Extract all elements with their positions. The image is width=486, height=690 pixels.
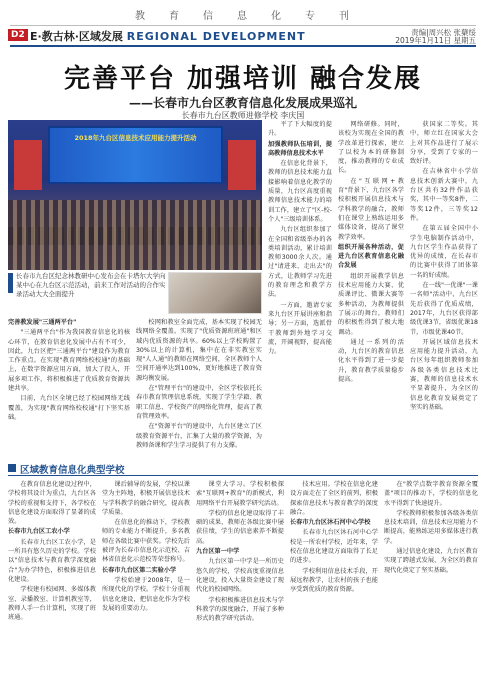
column-paragraph: 学校积极推进信息技术与学科教学的深度融合，开展了多种形式的教学研究活动。 (196, 596, 284, 623)
section-heading-marker (8, 464, 16, 472)
masthead-rule (10, 45, 476, 47)
section-title-en: REGIONAL DEVELOPMENT (126, 30, 306, 43)
masthead-row (0, 28, 486, 44)
stage-screen-text: 2018年九台区信息技术应用能力提升活动 (74, 134, 197, 142)
section-heading-text: 区域教育信息化典型学校 (20, 465, 125, 476)
article-column-g (102, 480, 190, 684)
stage-banner-left (14, 140, 42, 190)
stage-screen (48, 126, 223, 184)
column-paragraph: 目前，九台区全境已经了校园网络无线覆盖，为实现"教育网络校校通"打下坚实基础。 (8, 395, 130, 421)
column-paragraph: 在"互联网+教育"背景下，九台区各学校积极开展信息技术与学科教学的融合，教师们在课堂上熟练运用多媒体设备，提高了课堂教学效率。 (338, 177, 404, 241)
column-heading: 长春市九台区工农小学 (8, 528, 70, 536)
column-paragraph: 开展区域信息技术应用能力提升活动，九台区每年组织教师参加各级各类信息技术比赛，教师的信息技术水平显著提升，为全区的信息化教育发展奠定了坚实的基础。 (410, 338, 478, 411)
column-heading: 九台区第一中学 (196, 548, 240, 556)
column-paragraph: 获国家二等奖。其中，师立红在国家大会上对其作品进行了展示分享，受到了专家的一致好评。 (410, 121, 478, 166)
section-title (30, 28, 306, 44)
column-paragraph: 长春市九台区工农小学，是一所具有悠久历史的学校。学校以"信息技术与教育教学深度融合"为办学特色，积极推进信息化建设。 (8, 538, 96, 583)
audience-rows-front (8, 200, 262, 270)
thumbnail-photo (168, 272, 262, 314)
column-paragraph: 九台区第一中学是一所历史悠久的学校，学校高度重视信息化建设，投入大量资金建设了现代化的校园网络。 (196, 558, 284, 594)
article-column-e (410, 120, 478, 458)
stage-banner-right (228, 140, 256, 190)
caption-marker (8, 273, 13, 293)
article-headline: 完善平台 加强培训 融合发展 (63, 64, 423, 94)
masthead-divider (10, 25, 476, 26)
banner-char: 信 (203, 10, 215, 22)
article-column-j (384, 480, 478, 684)
masthead (0, 0, 486, 46)
article-column-h (196, 480, 284, 684)
column-paragraph: 通过一系列的活动，九台区的教育信息化水平得到了进一步提升，教育教学质量稳步提高。 (338, 338, 404, 384)
banner-char: 教 (135, 10, 147, 22)
column-paragraph: 组织开展教学信息技术应用能力大赛、优质课评比、微课大赛等多种活动，为教师提供了展示的舞台，教师们的积极性得到了极大地调动。 (338, 272, 404, 336)
column-paragraph: 学校的信息化建设取得了丰硕的成果，教师在各级比赛中屡获佳绩，学生的信息素养不断提高。 (196, 509, 284, 545)
page-number-badge: D2 (8, 29, 28, 41)
column-paragraph: 在教育信息化建设过程中，学校将其设计为重点，九台区各学校的重视和支持下，各学校在信息化建设方面取得了显著的成效。 (8, 481, 96, 526)
editor-line: 责编|周兴松 张蘖绥 (411, 28, 476, 37)
column-paragraph: 学校始建于2008年，是一所现代化的学校。学校十分重视信息化建设，把信息化作为学校发展的重要动力。 (102, 576, 190, 612)
masthead-meta (395, 29, 476, 45)
article-subhead: ——长春市九台区教育信息化发展成果巡礼 (128, 96, 357, 110)
column-paragraph: 学校利用信息技术手段，开展远程教学，让农村的孩子也能享受到优质的教育资源。 (290, 567, 378, 594)
banner-char: 刊 (339, 10, 351, 22)
column-paragraph: 在"管理平台"的建设中，全区学校依托长春市教育管理信息系统，实现了学生学籍、教职工信息、学校资产的网络化管理，提高了教育管理效率。 (136, 385, 262, 420)
column-heading: 完善教发展"三通两平台" (8, 319, 77, 326)
column-paragraph: 在"教学点数字教育资源全覆盖"项目的推动下，学校的信息化水平得到了快速提升。 (384, 481, 478, 507)
banner-char: 专 (305, 10, 317, 22)
photo-caption: 长春市九台区纪念林教研中心发布会在卡塔尔大学向某中心在九台区示范活动，前来工作对活动的合作实录活动大大全面提升 (16, 272, 166, 298)
column-paragraph: 平了下大幅度的提升。 (268, 121, 332, 138)
article-column-a (8, 318, 130, 458)
column-paragraph: 学校教师积极参加各级各类信息技术培训，信息技术应用能力不断提高，能熟练运用多媒体进行教学。 (384, 509, 478, 545)
article-column-b (136, 318, 262, 458)
column-paragraph: 长春市九台区沐石河中心学校是一所农村学校，近年来，学校在信息化建设方面取得了长足的进步。 (290, 529, 378, 565)
column-paragraph: 技术应用。学校在信息化建设方面走在了全区的前列，积极探索信息技术与教育教学的深度融合。 (290, 481, 378, 516)
banner-char: 息 (237, 10, 249, 22)
column-heading: 组织开展各种活动，促进九台区教育信息化融合发展 (338, 243, 404, 270)
column-paragraph: 一方面，邀请专家来九台区开展讲座和指导；另一方面，选派骨干教师到外地学习交流，开阔视野，提高能力。 (268, 301, 332, 356)
article-column-c (268, 120, 332, 458)
column-paragraph: 九台区组织参加了在全国和省级举办的各类培训活动，累计培训教师3000余人次。通过"请进来、走出去"的方式，让教师学习先进的教育理念和教学方法。 (268, 226, 332, 299)
article-byline: 长春市九台区教师进修学校 李庆国 (181, 111, 305, 120)
banner-char: 育 (169, 10, 181, 22)
banner-char: 化 (271, 10, 283, 22)
date-line: 2019年1月11日 星期五 (395, 36, 476, 45)
column-paragraph: 课堂大学习。学校积极探索"互联网+教育"的新模式，利用网络平台开展教学研究活动。 (196, 481, 284, 507)
column-heading: 长春市九台区第二实验小学 (102, 566, 177, 574)
article-column-i (290, 480, 378, 684)
event-photo (8, 120, 262, 270)
section-title-cn: E·教古林·区域发展 (30, 30, 123, 43)
article-column-d (338, 120, 404, 458)
column-paragraph: 课后辅导的发展，学校以课堂为主阵地，积极开展信息技术与学科教学的融合研究，提高教学质量。 (102, 481, 190, 516)
column-paragraph: 网络研修。同时，该校为实现在全国的教学改革进行探索，建立了以校为本的研修制度，推动教师的专业成长。 (338, 121, 404, 175)
column-paragraph: "三通两平台"作为我国教育信息化的核心环节，在教育信息化发展中占有不可少，因此，九台区把"三通两平台"建设作为教育工作重点。在实现"教育网络校校通"的基础上，在数字资源应用方面，加大了投入，开展多项工作，将积极推进了优质教育资源共建共享。 (8, 329, 130, 393)
column-paragraph: 在"资源平台"的建设中，九台区建立了区级教育资源平台，汇集了大量的教学资源，为教师备课和学生学习提供了有力支撑。 (136, 423, 262, 449)
column-paragraph: 在第五届全国中小学生电脑制作活动中，九台区学生作品获得了优异的成绩，在长春市的比赛中获得了团体第一名的好成绩。 (410, 225, 478, 279)
masthead-banner (0, 4, 486, 24)
column-paragraph: 在一线"一优课"一课一名师"活动中，九台区先后获得了优质成绩，2017年，九台区获得部级优课3节，省级优课18节，市级优课40节。 (410, 282, 478, 336)
column-paragraph: 校网和教室全面完成，基本实现了校园无线网络全覆盖。实现了"优质资源班班通"和区域内优质资源的共享。60%以上学校购置了30%以上的计算机，集中在在非实教室实现"人人通"的教师在网络空间，全区教师个人空间开通率达到100%，更好地推进了教育资源均衡发展。 (136, 319, 262, 382)
column-paragraph: 通过信息化建设，九台区教育实现了跨越式发展，为全区的教育现代化奠定了坚实基础。 (384, 548, 478, 574)
column-paragraph: 在信息化背景下，教师的信息技术能力直接影响着信息化教学的质量，九台区高度重视教师信息技术能力的培训工作，建立了"区-校-个人"三级培训体系。 (268, 160, 332, 223)
column-paragraph: 在信息化的推动下，学校教师的专业能力不断提升，多名教师在各级比赛中获奖。学校先后被评为长春市信息化示范校、吉林省信息化示范校等荣誉称号。 (102, 519, 190, 564)
article-column-f (8, 480, 96, 684)
column-heading: 加强教师队伍培训，提高教师信息技术水平 (268, 140, 332, 157)
section-heading-typical-schools (8, 462, 478, 476)
column-heading: 长春市九台区沐石河中心学校 (290, 519, 371, 527)
column-paragraph: 学校建有校园网、多媒体教室、录播教室、计算机教室等，教师人手一台计算机，实现了班班通。 (8, 586, 96, 622)
column-paragraph: 在吉林省中小学信息技术创新大赛中，九台区共有32件作品获奖，其中一等奖8件，二等奖12件，三等奖12件。 (410, 168, 478, 222)
